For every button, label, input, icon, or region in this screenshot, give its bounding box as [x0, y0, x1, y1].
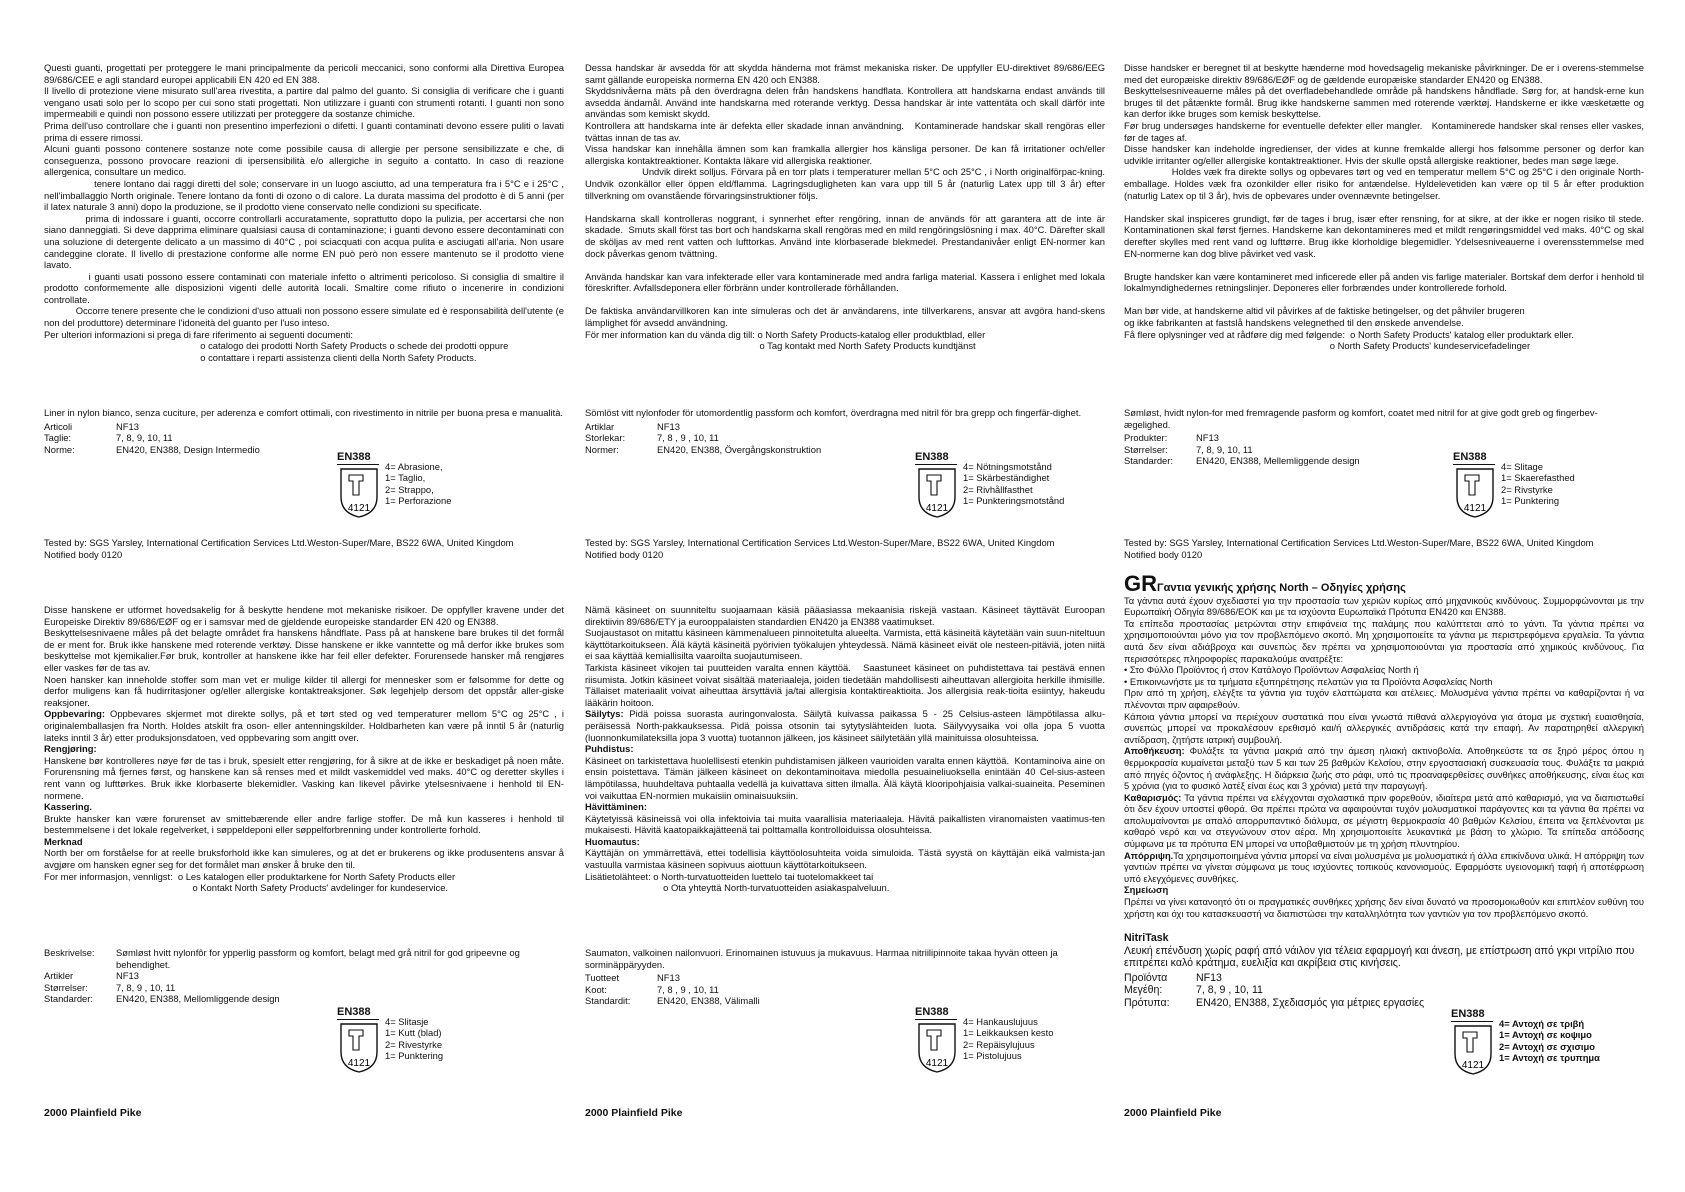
storage-heading: Αποθήκευση: [1124, 745, 1185, 757]
italian-scores: 4= Abrasione, 1= Taglio, 2= Strappo, 1= Perforazione [385, 461, 452, 507]
finnish-text: Nämä käsineet on suunniteltu suojaamaan käsiä pääasiassa mekaanisia riskejä vastaan. Käsineet täyttävät Euroopan direktiivin 89/686/ETY ja eurooppalaisten standardien EN420 ja EN388 vaatimukset. Suojaustasot on mitattu käsineen kämmenalueen pinnoitetulta alueelta. Varmista, että käsineitä käytetään vain suun-niteltuun käyttötarkoitukseen. Älä käytä käsineitä pyörivien työkalujen yhteydessä. Nämä käsineet eivät ole nesteen-pitäviä, joten niitä ei saa käyttää kemiallisilta vaaroilta suojautumiseen. Tarkista käsineet vikojen tai puutteiden varalta ennen käyttöä. Saastuneet käsineet on puhdistettava tai pestävä ennen riisumista. Jotkin käsineet voivat sisältää materiaaleja, joiden tiedetään mahdollisesti aiheuttavan allergioita herkille ihmisille. Tällaiset materiaalit voivat aiheuttaa ärsyttäviä ja/tai allergisia kontaktireaktioita. Jos allergisia reak-tioita esiintyy, hakeudu lääkärin hoitoon. [585, 604, 1105, 708]
swedish-instructions [585, 62, 1105, 352]
hammer-shield-icon [917, 1022, 957, 1074]
disposal-heading: Απόρριψη. [1124, 849, 1174, 861]
italian-spec-table [44, 421, 260, 456]
disposal-text: Τα χρησιμοποιημένα γάντια μπορεί να είναι μολυσμένα με μολυσματικά ή άλλα επικίνδυνα υλικά. Η απόρριψη των γαντιών πρέπει να γίνεται σύμφωνα με τους ισχύοντες τοπικούς κανονισμούς. Εφαρμόστε υγειονομική ταφή ή αποτέφρωση υπό ελεγχόμενες συνθήκες. [1124, 849, 1647, 884]
table-row [44, 444, 260, 456]
disposal-text: Brukte hansker kan være forurenset av smittebærende eller andre farlige stoffer. De må kun kasseres i henhold til bestemmelsene i det lokale regelverket, i søppeldeponi eller søppelforbrenning under kontrollerte forhold. [44, 812, 567, 836]
en388-label: EN388 [337, 451, 371, 463]
storage-text: Φυλάξτε τα γάντια μακριά από την άμεση ηλιακή ακτινοβολία. Αποθηκεύστε τα σε ξηρό μέρος όπου η θερμοκρασία κυμαίνεται μεταξύ των 5 και των 25 βαθμών Κελσίου, στην εργοστασιακή συσκευασία τους. Φυλάξτε τα μακριά από πηγές όζοντος ή ανάφλεξης. Η διάρκεια ζωής στο ράφι, υπό τις προαναφερθείσες συνθήκες αποθήκευσης, είναι έως και 5 χρόνια (για το φυσικό λατέξ είναι έως και 3 χρόνια) μετά την παραγωγή. [1124, 745, 1647, 792]
table-row [44, 993, 564, 1005]
table-row [585, 421, 821, 433]
norwegian-instructions [44, 604, 567, 894]
swedish-spec-table [585, 421, 821, 456]
en388-code: 4121 [925, 503, 949, 514]
spec-value: EN420, EN388, Välimalli [657, 995, 760, 1007]
en388-pictogram [1453, 451, 1613, 521]
greek-spec [1124, 932, 1644, 1010]
spec-key: Standardit: [585, 995, 631, 1007]
table-row [1124, 972, 1424, 985]
table-row [44, 421, 260, 433]
norwegian-spec-table [44, 947, 564, 1005]
spec-value: EN420, EN388, Σχεδιασμός για μέτριες εργασίες [1196, 996, 1425, 1009]
en388-label: EN388 [915, 451, 949, 463]
storage-heading: Oppbevaring: [44, 708, 105, 720]
en388-code: 4121 [347, 503, 371, 514]
greek-instructions [1124, 571, 1647, 919]
spec-value: Sømløst hvitt nylonfôr for ypperlig passform og komfort, belagt med grå nitril for god gripeevne og behendighet. [116, 947, 520, 970]
finnish-spec [585, 947, 1105, 1007]
address-footer: 2000 Plainfield Pike [44, 1107, 142, 1119]
en388-code: 4121 [347, 1058, 371, 1069]
divider [915, 464, 957, 465]
address-footer: 2000 Plainfield Pike [1124, 1107, 1222, 1119]
danish-instructions [1124, 62, 1644, 352]
spec-key: Μεγέθη: [1124, 984, 1163, 997]
spec-value: EN420, EN388, Design Intermedio [116, 443, 260, 455]
greek-desc: Λευκή επένδυση χωρίς ραφή από νάιλον για τέλεια εφαρμογή και άνεση, με επίστρωση από γκρι νιτρίλιο που επιτρέπει καλό κράτημα, ευελιξία και ακρίβεια στις κινήσεις. [1124, 944, 1638, 970]
divider [1453, 464, 1495, 465]
storage-text: Pidä poissa suorasta auringonvalosta. Säilytä kuivassa paikassa 5 - 25 Celsius-asteen lämpötilassa alku-peräisessä North-pakkauksessa. Pidä poissa otsonin tai sytytyslähteiden luota. Säilyvyysaika voi olla jopa 5 vuotta (luonnonkumilateksilla jopa 3 vuotta) tuotannon jälkeen, jos käsineet säilytetään yllä mainituissa olosuhteissa. [585, 708, 1108, 743]
divider [337, 464, 379, 465]
note-text: Käyttäjän on ymmärrettävä, ettei todellisia käyttöolosuhteita voida simuloida. Tästä syystä on käyttäjän eikä valmista-jan vastuulla varmistaa käsineen sopivuus aiottuun käyttötarkoitukseen. Lisätietolähteet: o North-turvatuotteiden luettelo tai tuotelomakkeet tai o Ota yhteyttä North-turvatuotteiden asiakaspalveluun. [585, 847, 1105, 894]
table-row [1124, 997, 1424, 1010]
spec-key: Koot: [585, 983, 607, 995]
finnish-spec-table [585, 972, 760, 1007]
spec-value: 7, 8, 9 , 10, 11 [116, 981, 176, 993]
italian-text: Questi guanti, progettati per proteggere le mani principalmente da pericoli meccanici, sono conformi alla Direttiva Europea 89/686/CEE e agli standard europei applicabili EN 420 ed EN 388. Il livello di protezione viene misurato sull'area rivestita, a partire dal palmo del guanto. Si consiglia di verificare che i guanti vengano usati solo per lo scopo per cui sono stati progettati. Non utilizzare i guanti con strumenti rotanti. I guanti non sono impermeabili e quindi non possono essere utilizzati per proteggere da sostanze chimiche. Prima dell'uso controllare che i guanti non presentino imperfezioni o difetti. I guanti contaminati devono essere puliti o lavati prima di essere rimossi. Alcuni guanti possono contenere sostanze note come possibile causa di allergie per persone sensibilizzate e che, di conseguenza, possono provocare reazioni di ipersensibilità e/o allergiche in seguito a contatto. In caso di reazione allergenica, consultare un medico. tenere lontano dai raggi diretti del sole; conservare in un luogo asciutto, ad una temperatura fra i 5°C e i 25°C , nell'imballaggio North originale. Tenere lontano da fonti di ozono o di calore. La durata massima del prodotto è di 5 anni (per il latex naturale 3 anni) dopo la produzione, se il prodotto viene conservato nelle condizioni su specificate. prima di indossare i guanti, occorre controllarli accuratamente, soprattutto dopo la pulizia, per accertarsi che non siano danneggiati. Si deve dapprima eliminare qualsiasi causa di contaminazione; i guanti devono essere decontaminati con una soluzione di detergente delicato a un massimo di 40°C , poi sciacquati con acqua pulita e asciugati all'aria. Non usare candeggine clorate. Il livello di prestazione conforme alle norme EN può però non essere mantenuto se il prodotto viene lavato. i guanti usati possono essere contaminati con materiale infetto o altrimenti pericoloso. Si consiglia di smaltire il prodotto conformemente alle disposizioni vigenti delle autorità locali. Smaltire come rifiuto o incenerire in condizioni controllate. Occorre tenere presente che le condizioni d'uso attuali non possono essere simulate ed è responsabilità dell'utente (e non del produttore) determinare l'idoneità del guanto per l'uso inteso. Per ulteriori informazioni si prega di fare riferimento ai seguenti documenti: o catalogo dei prodotti North Safety Products o schede dei prodotti oppure o contattare i reparti assistenza clienti della North Safety Products. [44, 62, 564, 363]
table-row [1124, 444, 1360, 456]
swedish-desc: Sömlöst vitt nylonfoder för utomordentlig passform och komfort, överdragna med nitril för bra grepp och fingerfär-dighet. [585, 407, 1082, 418]
spec-value: EN420, EN388, Mellomliggende design [116, 993, 280, 1005]
spec-value: NF13 [116, 420, 139, 432]
tested-by-note: Tested by: SGS Yarsley, International Certification Services Ltd.Weston-Super/Mare, BS22 6WA, United Kingdom Notified body 0120 [585, 537, 1055, 560]
spec-value: EN420, EN388, Övergångskonstruktion [657, 443, 822, 455]
italian-desc: Liner in nylon bianco, senza cuciture, per aderenza e comfort ottimali, con rivestimento in nitrile per buona presa e manualità. [44, 407, 564, 418]
disposal-heading: Kassering. [44, 801, 92, 813]
en388-pictogram [915, 451, 1075, 521]
table-row [1124, 455, 1360, 467]
en388-pictogram [1451, 1008, 1611, 1078]
note-heading: Huomautus: [585, 835, 640, 847]
spec-key: Produkter: [1124, 432, 1168, 444]
cleaning-text: Hanskene bør kontrolleres nøye før de tas i bruk, spesielt etter rengjøring, for å sikre at de ikke er beskadiget på noen måte. Forurensning må fjernes først, og hanskene kan så renses med et mildt vaskemiddel ved maks. 40°C og deretter skylles i rent vann og lufttørkes. Bruk ikke klorbaserte blekemidler. Vasking kan likevel påvirke ytelsesnivaene i henhold til EN-normene. [44, 754, 567, 801]
note-text: Πρέπει να γίνει κατανοητό ότι οι πραγματικές συνθήκες χρήσης δεν είναι δυνατό να προσομοιωθούν και επιπλέον ευθύνη του χρήστη και όχι του κατασκευαστή να διαπιστώσει την καταλληλότητα των γαντιών για τον προβλεπόμενο σκοπό. [1124, 896, 1647, 919]
norwegian-spec [44, 947, 564, 1005]
spec-key: Articoli [44, 420, 73, 432]
hammer-shield-icon [339, 1022, 379, 1074]
spec-key: Normer: [585, 443, 619, 455]
table-row [44, 432, 260, 444]
table-row [44, 947, 564, 970]
tested-by-note: Tested by: SGS Yarsley, International Certification Services Ltd.Weston-Super/Mare, BS22 6WA, United Kingdom Notified body 0120 [1124, 537, 1594, 560]
divider [337, 1019, 379, 1020]
product-name: NitriTask [1124, 932, 1169, 944]
danish-text: Disse handsker er beregnet til at beskytte hænderne mod hovedsagelig mekaniske påvirkninger. De er i overens-stemmelse med det europæiske direktiv 89/686/EØF og de gældende europæiske standarder EN420 og EN388. Beskyttelsesniveauerne måles på det overfladebehandlede område på handskens håndflade. Sørg for, at handsk-erne kun bruges til det påtænkte formål. Brug ikke handskerne sammen med roterende værktøj. Handskerne er ikke væsketætte og kan derfor ikke bruges som kemisk beskyttelse. Før brug undersøges handskerne for eventuelle defekter eller mangler. Kontaminerede handsker skal renses eller vaskes, før de tages af. Disse handsker kan indeholde ingredienser, der vides at kunne fremkalde allergi hos følsomme personer og derfor kan udvikle irritanter og/eller allergiske kontaktreaktioner. Hvis der skulle opstå allergiske reaktioner, bedes man søge læge. Holdes væk fra direkte sollys og opbevares tørt og ved en temperatur mellem 5°C og 25°C i den originale North-emballage. Holdes væk fra ozonkilder eller risiko for antændelse. Hyldelevetiden kan være op til 5 år efter produktion (naturlig Latex op til 3 år), hvis de opbevares under ovennævnte betingelser. Handsker skal inspiceres grundigt, før de tages i brug, især efter rensning, for at sikre, at der ikke er nogen risiko til stede. Kontaminationen skal først fjernes. Handskerne kan dekontamineres med et mildt rengøringsmiddel ved maks. 40°C og skal derefter skylles med rent vand og lufttørre. Brug ikke klorholdige blegemidler. Ydelsesniveauerne i overensstemmelse med EN-normerne kan dog blive påvirket ved vask. Brugte handsker kan være kontamineret med inficerede eller på anden vis farlige materialer. Bortskaf dem derfor i henhold til lokalmyndighedernes retningslinjer. Deponeres eller forbrændes under kontrollerede forhold. Man bør vide, at handskerne altid vil påvirkes af de faktiske betingelser, og det påhviler brugeren og ikke fabrikanten at fastslå handskens velegnethed til den ønskede anvendelse. Få flere oplysninger ved at rådføre dig med følgende: o North Safety Products' katalog eller produktark eller. o North Safety Products' kundeservicefadelinger [1124, 62, 1644, 352]
table-row [44, 982, 564, 994]
address-footer: 2000 Plainfield Pike [585, 1107, 683, 1119]
greek-spec-table [1124, 972, 1424, 1010]
en388-label: EN388 [915, 1006, 949, 1018]
spec-key: Størrelser: [44, 981, 88, 993]
spec-key: Artiklar [585, 420, 615, 432]
table-row [44, 970, 564, 982]
spec-key: Standarder: [1124, 455, 1173, 467]
cleaning-heading: Rengjøring: [44, 743, 97, 755]
spec-key: Προϊόντα [1124, 971, 1168, 984]
italian-spec [44, 407, 564, 455]
greek-heading [1124, 571, 1644, 596]
storage-heading: Säilytys: [585, 708, 624, 720]
spec-value: NF13 [1196, 971, 1222, 984]
swedish-text: Dessa handskar är avsedda för att skydda händerna mot främst mekaniska risker. De uppfyller EU-direktivet 89/686/EEG samt gällande europeiska normerna EN 420 och EN388. Skyddsnivåerna mäts på den överdragna delen från handskens handflata. Kontrollera att handskarna endast används till avsedda ändamål. Använd inte handskarna med roterande verktyg. Dessa handskar är inte vattentäta och skall därför inte användas som kemiskt skydd. Kontrollera att handskarna inte är defekta eller skadade innan användning. Kontaminerade handskar skall rengöras eller tvättas innan de tas av. Vissa handskar kan innehålla ämnen som kan framkalla allergier hos känsliga personer. De kan få irritationer och/eller allergiska kontaktreaktioner. Kontakta läkare vid allergiska reaktioner. Undvik direkt solljus. Förvara på en torr plats i temperaturer mellan 5°C och 25°C , i North originalförpac-kning. Undvik ozonkällor eller öppen eld/flamma. Lagringsdugligheten kan vara upp till 5 år (naturlig Latex upp till 3 år) efter tillverkning om ovanstående förvaringsinstruktioner följs. Handskarna skall kontrolleras noggrant, i synnerhet efter rengöring, innan de används för att garantera att de inte är skadade. Smuts skall först tas bort och handskarna skall rengöras med en mild rengöringslösning i max. 40°C. Därefter skall de sköljas av med rent vatten och lufttorkas. Använd inte klorbaserade blekmedel. Prestandanivåer enligt EN-normer kan dock påverkas genom tvättning. Använda handskar kan vara infekterade eller vara kontaminerade med andra farliga material. Kassera i enlighet med lokala föreskrifter. Avfallsdeponera eller förbränn under kontrollerade förhållanden. De faktiska användarvillkoren kan inte simuleras och det är användarens, inte tillverkarens, ansvar att avgöra hand-skens lämplighet för avsedd användning. För mer information kan du vända dig till: o North Safety Products-katalog eller produktblad, eller o Tag kontakt med North Safety Products kundtjänst [585, 62, 1106, 352]
en388-label: EN388 [1453, 451, 1487, 463]
spec-value: NF13 [1196, 432, 1219, 444]
norwegian-text: Disse hanskene er utformet hovedsakelig for å beskytte hendene mot mekaniske risikoer. De oppfyller kravene under det Europeiske Direktiv 89/686/EØF og er i samsvar med de gjeldende europeiske standarder EN 420 og EN388. Beskyttelsesnivaene måles på det belagte området fra hanskens håndflate. Pass på at hanskene bare brukes til det formål de er ment for. Bruk ikke hanskene med roterende verktøy. Disse hanskene er ikke vanntette og må derfor ikke brukes som beskyttelse mot kjemikalier.Før bruk, kontroller at hanskene ikke har feil eller defekter. Forurensede hansker må rengjøres eller vaskes før de tas av. Noen hansker kan inneholde stoffer som man vet er mulige kilder til allergi for mennesker som er følsomme for dette og derfor muligens kan få hudirritasjoner og/eller allergiske kontaktreaksjoner. Søk legehjelp dersom det oppstår aller-giske reaksjoner. [44, 604, 564, 708]
cleaning-text: Τα γάντια πρέπει να ελέγχονται σχολαστικά πριν φορεθούν, ιδιαίτερα μετά από καθαρισμό, για να διαπιστωθεί ότι δεν έχουν υποστεί φθορά. Θα πρέπει πρώτα να αφαιρούνται τυχόν μολυσματικοί παράγοντες και τα γάντια θα πρέπει να απολυμαίνονται με απαλό απορρυπαντικό διάλυμα, σε μέγιστη θερμοκρασία 40 βαθμών Κελσίου, έπειτα να ξεπλένονται με καθαρό νερό και να στεγνώνουν στον αέρα. Μη χρησιμοποιείτε λευκαντικά με βάση το χλώριο. Τα επίπεδα απόδοσης σύμφωνα με τα πρότυπα EN μπορεί να υποβαθμιστούν με τη χρήση πλυντηρίου. [1124, 791, 1647, 850]
cleaning-text: Käsineet on tarkistettava huolellisesti etenkin puhdistamisen jälkeen vaurioiden varalta ennen käyttöä. Kontaminoiva aine on ensin poistettava. Tämän jälkeen käsineet on dekontaminoitava miedolla pesuaineliuoksella enintään 40 Cel-sius-asteen lämpötilassa, huuhdeltava puhtaalla vedellä ja kuivattava sitten ilmalla. Älä käytä klooripohjaisia valkai-suaineita. Peseminen voi vaikuttaa EN-normien mukaisiin ominaisuuksiin. [585, 754, 1108, 801]
hammer-shield-icon [339, 467, 379, 519]
en388-label: EN388 [337, 1006, 371, 1018]
divider [915, 1019, 957, 1020]
greek-code: GR [1124, 571, 1157, 596]
tested-by-note: Tested by: SGS Yarsley, International Certification Services Ltd.Weston-Super/Mare, BS22 6WA, United Kingdom Notified body 0120 [44, 537, 514, 560]
finnish-instructions [585, 604, 1108, 894]
table-row [585, 432, 821, 444]
disposal-heading: Hävittäminen: [585, 801, 647, 813]
spec-key: Standarder: [44, 993, 93, 1005]
danish-desc: Sømløst, hvidt nylon-for med fremragende pasform og komfort, coatet med nitril for at give godt greb og fingerbev-ægelighed. [1124, 407, 1598, 430]
finnish-desc: Saumaton, valkoinen nailonvuori. Erinomainen istuvuus ja mukavuus. Harmaa nitriilipinnoite takaa hyvän otteen ja sorminäppäryyden. [585, 947, 1061, 970]
spec-key: Artikler [44, 970, 74, 982]
divider [1451, 1021, 1493, 1022]
note-heading: Σημείωση [1124, 884, 1169, 896]
spec-key: Storlekar: [585, 432, 626, 444]
greek-text: Τα γάντια αυτά έχουν σχεδιαστεί για την προστασία των χεριών κυρίως από μηχανικούς κινδύνους. Συμμορφώνονται με την Ευρωπαϊκή Οδηγία 89/686/ΕΟΚ και με τα ισχύοντα Ευρωπαϊκά Πρότυπα EN420 και EN388. Τα επίπεδα προστασίας μετρώνται στην επιφάνεια της παλάμης που καλύπτεται από το γάντι. Τα γάντια πρέπει να χρησιμοποιούνται μόνο για τον προβλεπόμενο σκοπό. Μη χρησιμοποιείτε τα γάντια με περιστρεφόμενα εργαλεία. Τα γάντια αυτά δεν είναι αδιάβροχα και συνεπώς δεν πρέπει να χρησιμοποιούνται για προστασία από χημικούς κινδύνους. Για περισσότερες πληροφορίες παρακαλούμε ανατρέξτε: • Στο Φύλλο Προϊόντος ή στον Κατάλογο Προϊόντων Ασφαλείας North ή • Επικοινωνήστε με τα τμήματα εξυπηρέτησης πελατών για τα Προϊόντα Ασφαλείας North Πριν από τη χρήση, ελέγξτε τα γάντια για τυχόν ελαττώματα και ατέλειες. Μολυσμένα γάντια πρέπει να καθαρίζονται ή να πλένονται πριν αφαιρεθούν. Κάποια γάντια μπορεί να περιέχουν συστατικά που είναι γνωστά πιθανά αλλεργιογόνα για άτομα με σχετική ευαισθησία, συνεπώς μπορεί να προκαλέσουν ερεθισμό και/ή αλλεργικές αντιδράσεις κατά την επαφή. Αν παρατηρηθεί αλλεργική αντίδραση, ζητήστε ιατρική συμβουλή. [1124, 594, 1644, 745]
spec-value: 7, 8 , 9 , 10, 11 [657, 432, 719, 444]
table-row [585, 972, 760, 984]
table-row [585, 995, 760, 1007]
greek-title: Γαντια γενικής χρήσης North – Οδηγίες χρήσης [1157, 582, 1406, 594]
spec-value: 7, 8 , 9 , 10, 11 [657, 983, 719, 995]
en388-pictogram [337, 1006, 497, 1076]
danish-scores: 4= Slitage 1= Skaerefasthed 2= Rivstyrke 1= Punktering [1501, 461, 1575, 507]
norwegian-scores: 4= Slitasje 1= Kutt (blad) 2= Rivestyrke 1= Punktering [385, 1016, 444, 1062]
table-row [585, 984, 760, 996]
italian-instructions [44, 62, 564, 363]
spec-value: EN420, EN388, Mellemliggende design [1196, 455, 1360, 467]
disposal-text: Käytetyissä käsineissä voi olla infektoivia tai muita vaarallisia materiaaleja. Hävitä paikallisten viranomaisten vaatimus-ten mukaisesti. Hävitä kaatopaikkajätteenä tai polttamalla kontrolloiduissa olosuhteissa. [585, 812, 1108, 836]
cleaning-heading: Καθαρισμός: [1124, 791, 1182, 803]
en388-code: 4121 [925, 1058, 949, 1069]
en388-pictogram [915, 1006, 1075, 1076]
spec-key: Taglie: [44, 432, 72, 444]
danish-spec-table [1124, 432, 1360, 467]
finnish-scores: 4= Hankauslujuus 1= Leikkauksen kesto 2= Repäisylujuus 1= Pistolujuus [963, 1016, 1054, 1062]
en388-label: EN388 [1451, 1008, 1485, 1020]
swedish-spec [585, 407, 1105, 455]
table-row [1124, 984, 1424, 997]
table-row [585, 444, 821, 456]
spec-value: NF13 [657, 420, 680, 432]
en388-code: 4121 [1461, 1060, 1485, 1071]
spec-value: 7, 8, 9 , 10, 11 [1196, 984, 1263, 997]
hammer-shield-icon [1453, 1024, 1493, 1076]
spec-key: Størrelser: [1124, 443, 1168, 455]
spec-key: Πρότυπα: [1124, 996, 1170, 1009]
hammer-shield-icon [1455, 467, 1495, 519]
spec-value: 7, 8, 9, 10, 11 [1196, 443, 1253, 455]
spec-value: NF13 [657, 972, 680, 984]
spec-value: 7, 8, 9, 10, 11 [116, 432, 173, 444]
table-row [1124, 432, 1360, 444]
note-heading: Merknad [44, 835, 83, 847]
spec-key: Tuotteet [585, 972, 620, 984]
spec-key: Beskrivelse: [44, 947, 95, 958]
storage-text: Oppbevares skjermet mot direkte sollys, på et tørt sted og ved temperaturer mellom 5°C og 25°C , i originalemballasjen fra North. Holdes atskilt fra oson- eller antenningskilder. Holdbarheten kan være på inntil 5 år (naturlig lateks inntil 3 år) etter produksjonsdatoen, ved oppbevaring som angitt over. [44, 708, 567, 743]
greek-scores: 4= Αντοχή σε τριβή 1= Αντοχή σε κοψιμο 2= Αντοχή σε σχισιμο 1= Αντοχή σε τρυπημα [1499, 1018, 1600, 1064]
cleaning-heading: Puhdistus: [585, 743, 634, 755]
hammer-shield-icon [917, 467, 957, 519]
en388-pictogram [337, 451, 497, 521]
en388-code: 4121 [1463, 503, 1487, 514]
note-text: North ber om forståelse for at reelle bruksforhold ikke kan simuleres, og at det er brukerens og ikke produsentens ansvar å avgjøre om hansken egner seg for det formålet man ønsker å bruke den til. For mer informasjon, vennligst: o Les katalogen eller produktarkene for North Safety Products eller o Kontakt North Safety Products' avdelinger for kundeservice. [44, 847, 564, 894]
spec-value: NF13 [116, 970, 139, 982]
spec-key: Norme: [44, 443, 75, 455]
swedish-scores: 4= Nötningsmotstånd 1= Skärbeständighet 2= Rivhållfasthet 1= Punkteringsmotstånd [963, 461, 1065, 507]
